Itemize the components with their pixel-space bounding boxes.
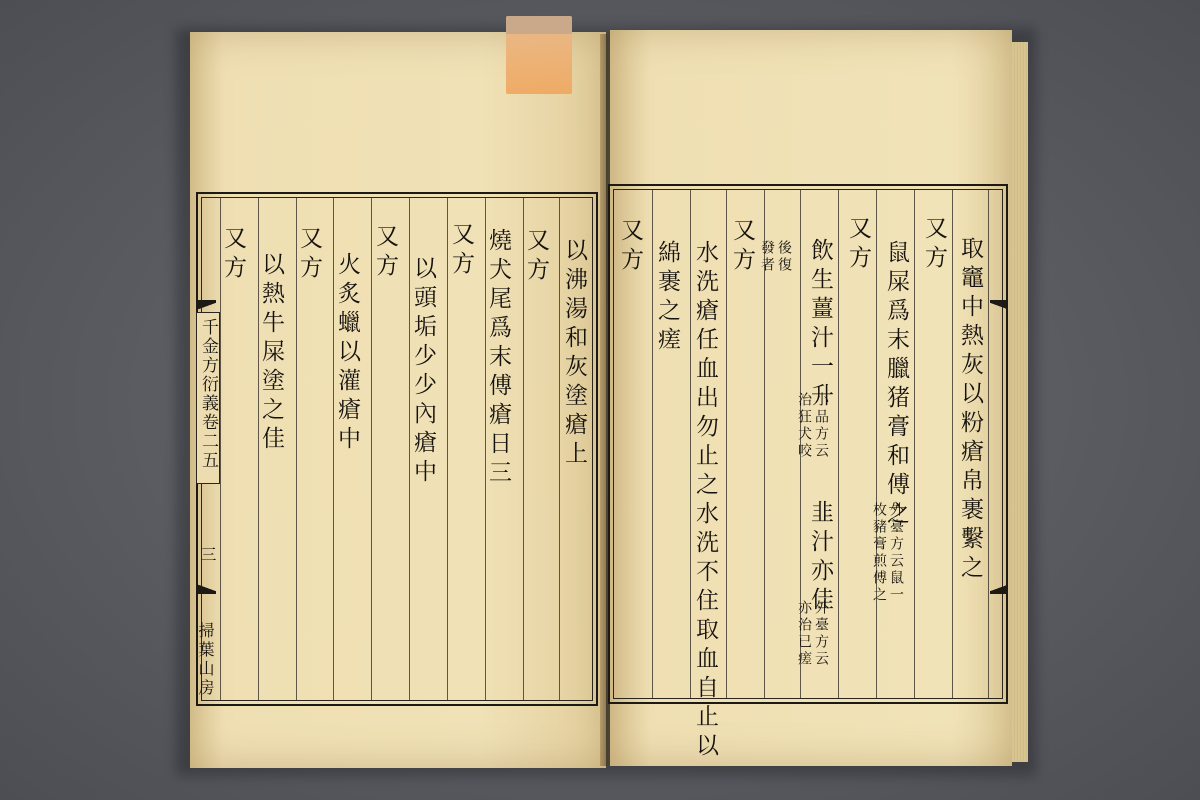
annotation-note: 後復	[776, 240, 792, 274]
annotation-note: 枚豬膏煎傅之	[871, 502, 887, 604]
text-column: 又方	[523, 228, 549, 286]
annotation-note: 外臺方云	[813, 600, 829, 668]
bookmark-tag-top	[506, 16, 572, 34]
text-column: 韭汁亦佳	[807, 500, 833, 616]
annotation-note: 亦治已瘥	[796, 600, 812, 668]
text-column: 又方	[296, 226, 322, 284]
text-column: 又方	[845, 216, 871, 274]
text-column: 又方	[921, 216, 947, 274]
annotation-note: 外臺方云鼠一	[888, 502, 904, 604]
text-column: 又方	[448, 222, 474, 280]
annotation-note: 治狂犬咬	[796, 392, 812, 460]
text-column: 又方	[220, 226, 246, 284]
page-edges	[1010, 42, 1028, 762]
text-column: 以沸湯和灰塗瘡上	[561, 238, 587, 470]
text-column: 綿裹之瘥	[654, 240, 680, 356]
publisher-mark: 掃葉山房	[196, 622, 215, 698]
text-column: 以頭垢少少內瘡中	[410, 256, 436, 488]
text-column: 鼠屎爲末臘猪膏和傅之	[883, 240, 909, 530]
fishtail-mark	[990, 300, 1008, 314]
text-column: 水洗瘡任血出勿止之水洗不住取血自止以	[692, 240, 718, 762]
text-column: 火炙蠟以灌瘡中	[334, 252, 360, 455]
text-column: 飲生薑汁一升	[807, 238, 833, 412]
text-column: 又方	[372, 224, 398, 282]
text-column: 燒犬尾爲末傅瘡日三	[485, 228, 511, 489]
text-column: 以熱牛屎塗之佳	[258, 252, 284, 455]
text-column: 取竈中熱灰以粉瘡帛裹繫之	[957, 236, 983, 584]
text-column: 又方	[617, 218, 643, 276]
margin-title: 千金方衍義卷二五	[198, 318, 218, 470]
fishtail-mark	[198, 580, 216, 594]
leaf-number: 三	[198, 546, 217, 562]
fishtail-mark	[990, 580, 1008, 594]
annotation-note: 小品方云	[813, 392, 829, 460]
fishtail-mark	[198, 300, 216, 314]
annotation-note: 發者	[759, 240, 775, 274]
text-column: 又方	[729, 218, 755, 276]
